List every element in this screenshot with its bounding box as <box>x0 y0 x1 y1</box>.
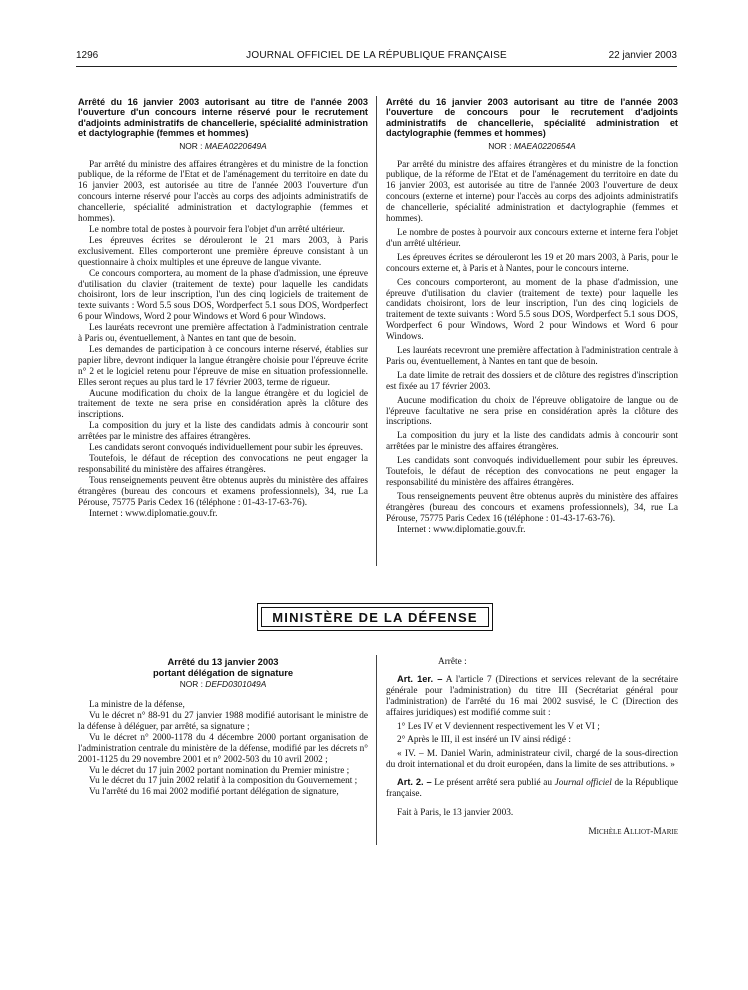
signature: Michèle Alliot-Marie <box>588 826 678 837</box>
paragraph: Les épreuves écrites se dérouleront les 19 et 20 mars 2003, à Paris, pour le concours externe et, à Paris et à Nantes, pour le concours interne. <box>386 252 678 274</box>
paragraph: La composition du jury et la liste des candidats admis à concourir sont arrêtées par le ministre des affaires étrangères. <box>386 431 678 453</box>
arrete-intro: Arrête : <box>438 657 467 667</box>
ministry-heading-text: MINISTÈRE DE LA DÉFENSE <box>261 607 489 627</box>
right-article-title: Arrêté du 16 janvier 2003 autorisant au titre de l'année 2003 l'ouverture de concours pour le recrutement d'adjoints administratifs de chancellerie, spécialité administration et dactylographie (femmes et hommes) <box>386 97 678 139</box>
defense-article-right <box>386 657 678 838</box>
paragraph: Les lauréats recevront une première affectation à l'administration centrale à Paris ou, éventuellement, à Nantes en tant que de besoin. <box>386 346 678 367</box>
paragraph: Vu le décret n° 2000-1178 du 4 décembre 2000 portant organisation de l'administration centrale du ministère de la défense, modifié par les décrets n° 2001-1125 du 29 novembre 2001 et n° 2002-503 du 10 avril 2002 ; <box>78 732 368 765</box>
defense-article-nor-code: DEFD0301049A <box>205 679 267 690</box>
paragraph: Vu l'arrêté du 16 mai 2002 modifié portant délégation de signature, <box>89 787 339 798</box>
paragraph: Le nombre de postes à pourvoir aux concours externe et interne fera l'objet d'un arrêté ultérieur. <box>386 227 678 249</box>
article-1-label: Art. 1er. – <box>397 673 443 684</box>
left-article <box>78 97 368 519</box>
paragraph: Par arrêté du ministre des affaires étrangères et du ministre de la fonction publique, de la réforme de l'Etat et de l'aménagement du territoire en date du 16 janvier 2003, est autorisée au titre de l'année 2003 l'ouverture de deux concours (externe et interne) pour l'accès au corps des adjoints administratifs de chancellerie, spécialité administration et dactylographie (femmes et hommes). <box>386 159 678 225</box>
header-rule <box>76 66 677 67</box>
defense-article-title: Arrêté du 13 janvier 2003 portant délégation de signature <box>152 656 294 678</box>
article-1 <box>386 674 678 719</box>
paragraph: Aucune modification du choix de la langue étrangère et du logiciel de traitement de texte ne sera prise en considération après la clôture des inscriptions. <box>78 388 368 421</box>
journal-title: JOURNAL OFFICIEL DE LA RÉPUBLIQUE FRANÇAISE <box>246 50 507 61</box>
left-article-nor: NOR : MAEA0220649A <box>179 140 267 151</box>
paragraph: Ce concours comportera, au moment de la phase d'admission, une épreuve d'utilisation du clavier (traitement de texte) pour laquelle les candidats choisiront, lors de leur inscription, l'un des cinq logiciels de traitement de texte suivants : Word 5.5 sous DOS, Wordperfect 5.1 sous DOS, Wordperfect 6 pour Windows, Word 2 pour Windows et Word 6 pour Windows. <box>78 268 368 323</box>
paragraph: Le nombre total de postes à pourvoir fera l'objet d'un arrêté ultérieur. <box>89 224 345 235</box>
paragraph: Les candidats sont convoqués individuellement pour subir les épreuves. Toutefois, le défaut de réception des convocations ne peut engager la responsabilité du ministère des affaires étrangères. <box>386 456 678 488</box>
journal-officiel-ref: Journal officiel <box>554 778 612 789</box>
article-1-item: 1° Les IV et V deviennent respectivement les V et VI ; <box>397 721 600 732</box>
paragraph: La date limite de retrait des dossiers et de clôture des registres d'inscription est fixée au 17 février 2003. <box>386 370 678 392</box>
paragraph: Vu le décret du 17 juin 2002 portant nomination du Premier ministre ; <box>89 765 350 776</box>
paragraph: Les épreuves écrites se dérouleront le 21 mars 2003, à Paris exclusivement. Elles comporteront une première épreuve consistant à un questionnaire à choix multiples et une épreuve de langue vivante. <box>78 235 368 268</box>
paragraph: Les lauréats recevront une première affectation à l'administration centrale à Paris ou, éventuellement, à Nantes en tant que de besoin. <box>78 323 368 345</box>
defense-article-nor: NOR : DEFD0301049A <box>179 679 267 690</box>
paragraph: Les demandes de participation à ce concours interne réservé, établies sur papier libre, devront indiquer la langue étrangère choisie pour l'épreuve écrite n° 2 et le logiciel retenu pour l'épreuve de mise en situation professionnelle. Elles seront reçues au plus tard le 17 février 2003, terme de rigueur. <box>78 344 368 388</box>
paragraph: Vu le décret du 17 juin 2002 relatif à la composition du Gouvernement ; <box>89 776 358 787</box>
paragraph: Par arrêté du ministre des affaires étrangères et du ministre de la fonction publique, de la réforme de l'Etat et de l'aménagement du territoire en date du 16 janvier 2003, est autorisée au titre de l'année 2003 l'ouverture d'un concours interne réservé pour l'accès au corps des adjoints administratifs de chancellerie, spécialité administration et dactylographie (femmes et hommes). <box>78 159 368 225</box>
page-header <box>76 50 677 64</box>
closing-line: Fait à Paris, le 13 janvier 2003. <box>397 807 514 818</box>
column-divider-bottom <box>376 655 377 845</box>
left-article-title: Arrêté du 16 janvier 2003 autorisant au titre de l'année 2003 l'ouverture d'un concours interne réservé pour le recrutement d'adjoints administratifs de chancellerie, spécialité administration et dactylographie (femmes et hommes) <box>78 97 368 139</box>
defense-article-left <box>78 657 368 798</box>
paragraph: La ministre de la défense, <box>89 700 185 711</box>
article-2-label: Art. 2. – <box>397 777 432 788</box>
page-number: 1296 <box>76 50 99 61</box>
left-article-nor-code: MAEA0220649A <box>204 140 267 151</box>
article-2: Art. 2. – Le présent arrêté sera publié au Journal officiel de la République française. <box>386 777 679 800</box>
article-1-item: 2° Après le III, il est inséré un IV ainsi rédigé : <box>397 735 571 746</box>
paragraph: Tous renseignements peuvent être obtenus auprès du ministère des affaires étrangères (bureau des concours et examens professionnels), 34, rue La Pérouse, 75775 Paris Cedex 16 (téléphone : 01-43-17-63-76). <box>78 475 368 508</box>
paragraph: Internet : www.diplomatie.gouv.fr. <box>397 524 526 535</box>
column-divider-top <box>376 96 377 566</box>
paragraph: La composition du jury et la liste des candidats admis à concourir sont arrêtées par le ministre des affaires étrangères. <box>78 421 368 443</box>
paragraph: Internet : www.diplomatie.gouv.fr. <box>89 508 218 519</box>
paragraph: Toutefois, le défaut de réception des convocations ne peut engager la responsabilité du ministère des affaires étrangères. <box>78 454 368 475</box>
right-article-nor: NOR : MAEA0220654A <box>488 140 576 151</box>
article-1-text: A l'article 7 (Directions et services relevant de la secrétaire générale pour l'administration) du titre III (Secrétariat général pour l'administration) de l'arrêté du 16 mai 2002 susvisé, le C (Direction des affaires juridiques) est modifié comme suit : <box>386 674 678 718</box>
ministry-heading <box>257 603 493 631</box>
right-article-nor-code: MAEA0220654A <box>513 140 576 151</box>
paragraph: Ces concours comporteront, au moment de la phase d'admission, une épreuve d'utilisation du clavier (traitement de texte) pour laquelle les candidats choisiront, lors de leur inscription, l'un des cinq logiciels de traitement de texte suivants : Word 5.5 sous DOS, Wordperfect 5.1 sous DOS, Wordperfect 6 pour Windows, Word 2 pour Windows et Word 6 pour Windows. <box>386 277 678 343</box>
paragraph: Les candidats seront convoqués individuellement pour subir les épreuves. <box>89 443 363 454</box>
issue-date: 22 janvier 2003 <box>608 50 677 61</box>
paragraph: Vu le décret n° 88-91 du 27 janvier 1988 modifié autorisant le ministre de la défense à déléguer, par arrêté, sa signature ; <box>78 711 368 732</box>
paragraph: Tous renseignements peuvent être obtenus auprès du ministère des affaires étrangères (bureau des concours et examens professionnels), 34, rue La Pérouse, 75775 Paris Cedex 16 (téléphone : 01-43-17-63-76). <box>386 491 678 524</box>
right-article <box>386 97 678 536</box>
paragraph: Aucune modification du choix de l'épreuve obligatoire de langue ou de l'épreuve facultative ne sera prise en considération après la clôture des inscriptions. <box>386 395 678 428</box>
article-1-item: « IV. – M. Daniel Warin, administrateur civil, chargé de la sous-direction du droit international et du droit européen, dans la limite de ses attributions. » <box>386 749 678 771</box>
